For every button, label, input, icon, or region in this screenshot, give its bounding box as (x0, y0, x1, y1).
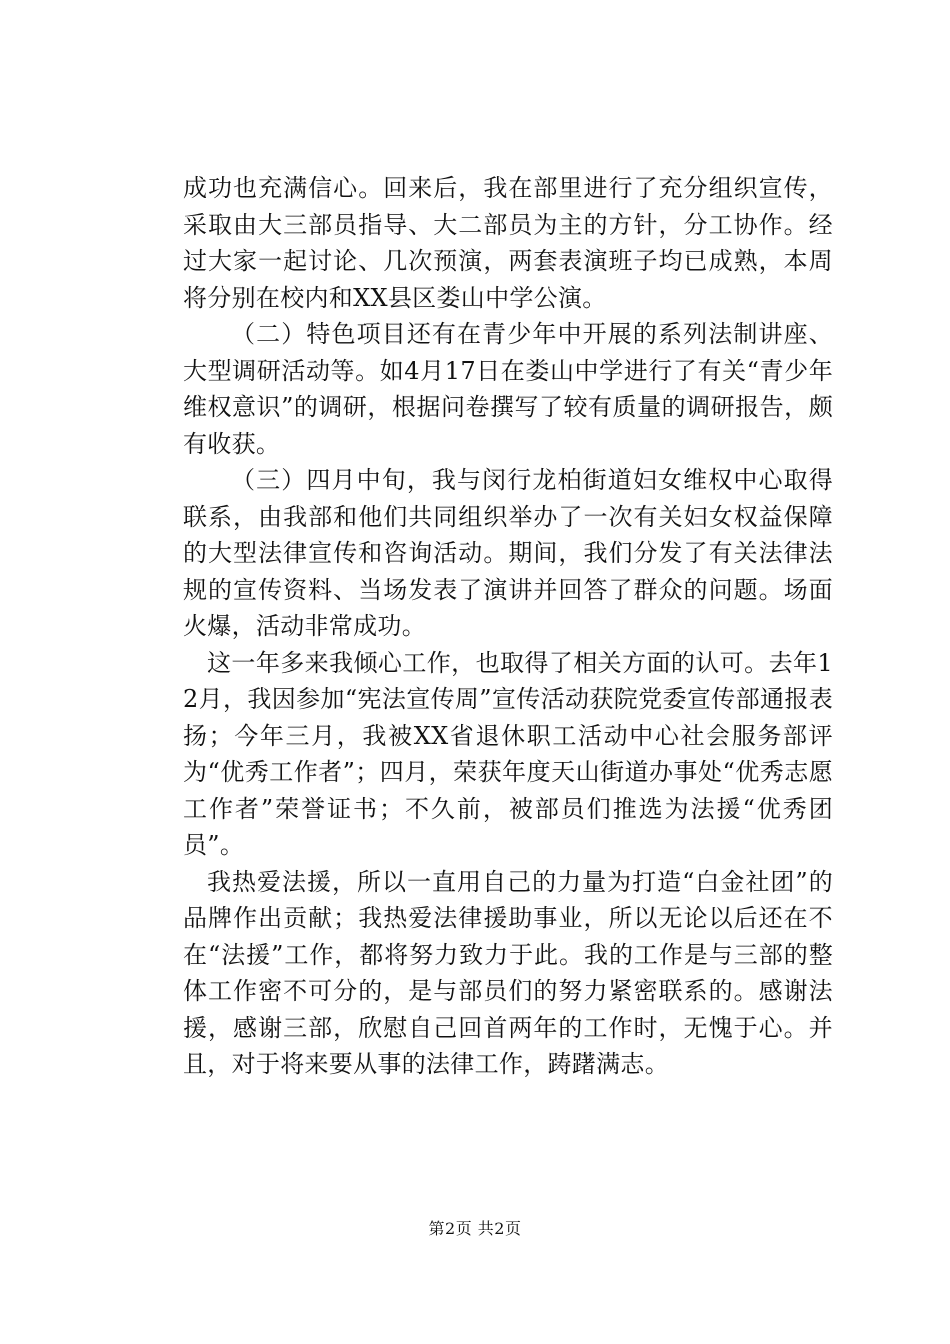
paragraph-section-three: （三）四月中旬，我与闵行龙柏街道妇女维权中心取得联系，由我部和他们共同组织举办了一次有关妇女权益保障的大型法律宣传和咨询活动。期间，我们分发了有关法律法规的宣传资料、当场发表了演讲并回答了群众的问题。场面火爆，活动非常成功。 (183, 466, 833, 640)
paragraph-continuation: 成功也充满信心。回来后，我在部里进行了充分组织宣传，采取由大三部员指导、大二部员为主的方针，分工协作。经过大家一起讨论、几次预演，两套表演班子均已成熟，本周将分别在校内和XX县区娄山中学公演。 (183, 174, 833, 312)
paragraph-recognition: 这一年多来我倾心工作，也取得了相关方面的认可。去年12月，我因参加“宪法宣传周”宣传活动获院党委宣传部通报表扬；今年三月，我被XX省退休职工活动中心社会服务部评为“优秀工作者”；四月，荣获年度天山街道办事处“优秀志愿工作者”荣誉证书；不久前，被部员们推选为法援“优秀团员”。 (183, 648, 833, 859)
paragraph-conclusion: 我热爱法援，所以一直用自己的力量为打造“白金社团”的品牌作出贡献；我热爱法律援助事业，所以无论以后还在不在“法援”工作，都将努力致力于此。我的工作是与三部的整体工作密不可分的，是与部员们的努力紧密联系的。感谢法援，感谢三部，欣慰自己回首两年的工作时，无愧于心。并且，对于将来要从事的法律工作，踌躇满志。 (183, 867, 833, 1078)
page-footer: 第2页 共2页 (428, 1219, 522, 1238)
document-body (183, 170, 833, 1083)
paragraph-section-two: （二）特色项目还有在青少年中开展的系列法制讲座、大型调研活动等。如4月17日在娄山中学进行了有关“青少年维权意识”的调研，根据问卷撰写了较有质量的调研报告，颇有收获。 (183, 320, 833, 458)
